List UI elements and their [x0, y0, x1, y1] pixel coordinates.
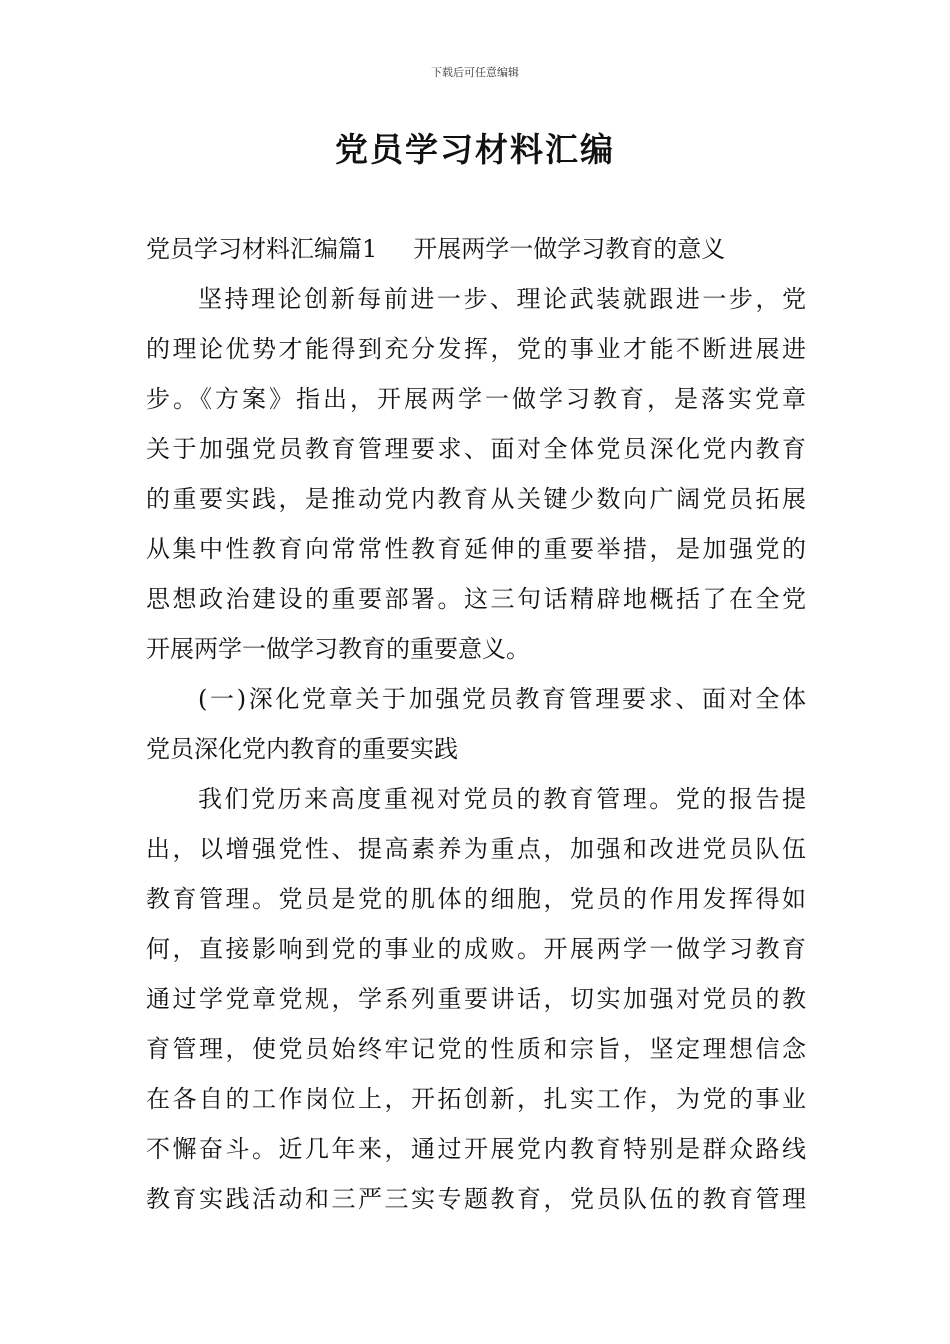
paragraph-line: 通过学党章党规，学系列重要讲话，切实加强对党员的教 — [146, 985, 806, 1013]
paragraph-line: 何，直接影响到党的事业的成败。开展两学一做学习教育 — [146, 935, 806, 963]
paragraph-line: 关于加强党员教育管理要求、面对全体党员深化党内教育 — [146, 435, 806, 463]
header-note: 下载后可任意编辑 — [431, 66, 519, 79]
paragraph-line: 教育实践活动和三严三实专题教育，党员队伍的教育管理 — [146, 1185, 806, 1213]
paragraph-line: 开展两学一做学习教育的重要意义。 — [146, 635, 530, 663]
paragraph-line: 的重要实践，是推动党内教育从关键少数向广阔党员拓展 — [146, 485, 806, 513]
paragraph-line: 在各自的工作岗位上，开拓创新，扎实工作，为党的事业 — [146, 1085, 806, 1113]
paragraph-line: 我们党历来高度重视对党员的教育管理。党的报告提 — [198, 785, 806, 813]
paragraph-line: 坚持理论创新每前进一步、理论武装就跟进一步，党 — [198, 285, 806, 313]
subsection-heading-line: 党员深化党内教育的重要实践 — [146, 735, 458, 763]
document-body — [146, 224, 806, 1224]
paragraph-line: 出，以增强党性、提高素养为重点，加强和改进党员队伍 — [146, 835, 806, 863]
paragraph-line: 步。《方案》指出，开展两学一做学习教育，是落实党章 — [146, 385, 806, 413]
paragraph-line: 育管理，使党员始终牢记党的性质和宗旨，坚定理想信念 — [146, 1035, 806, 1063]
section-heading-line — [146, 224, 806, 274]
section-label: 党员学习材料汇编篇1 — [146, 235, 378, 263]
paragraph-line: 不懈奋斗。近几年来，通过开展党内教育特别是群众路线 — [146, 1135, 806, 1163]
section-heading: 开展两学一做学习教育的意义 — [413, 235, 726, 263]
paragraph-line: 从集中性教育向常常性教育延伸的重要举措，是加强党的 — [146, 535, 806, 563]
document-title: 党员学习材料汇编 — [335, 130, 615, 169]
paragraph-line: 教育管理。党员是党的肌体的细胞，党员的作用发挥得如 — [146, 885, 806, 913]
subsection-heading-line: (一)深化党章关于加强党员教育管理要求、面对全体 — [198, 685, 806, 713]
paragraph-line: 的理论优势才能得到充分发挥，党的事业才能不断进展进 — [146, 335, 806, 363]
paragraph-line: 思想政治建设的重要部署。这三句话精辟地概括了在全党 — [146, 585, 806, 613]
